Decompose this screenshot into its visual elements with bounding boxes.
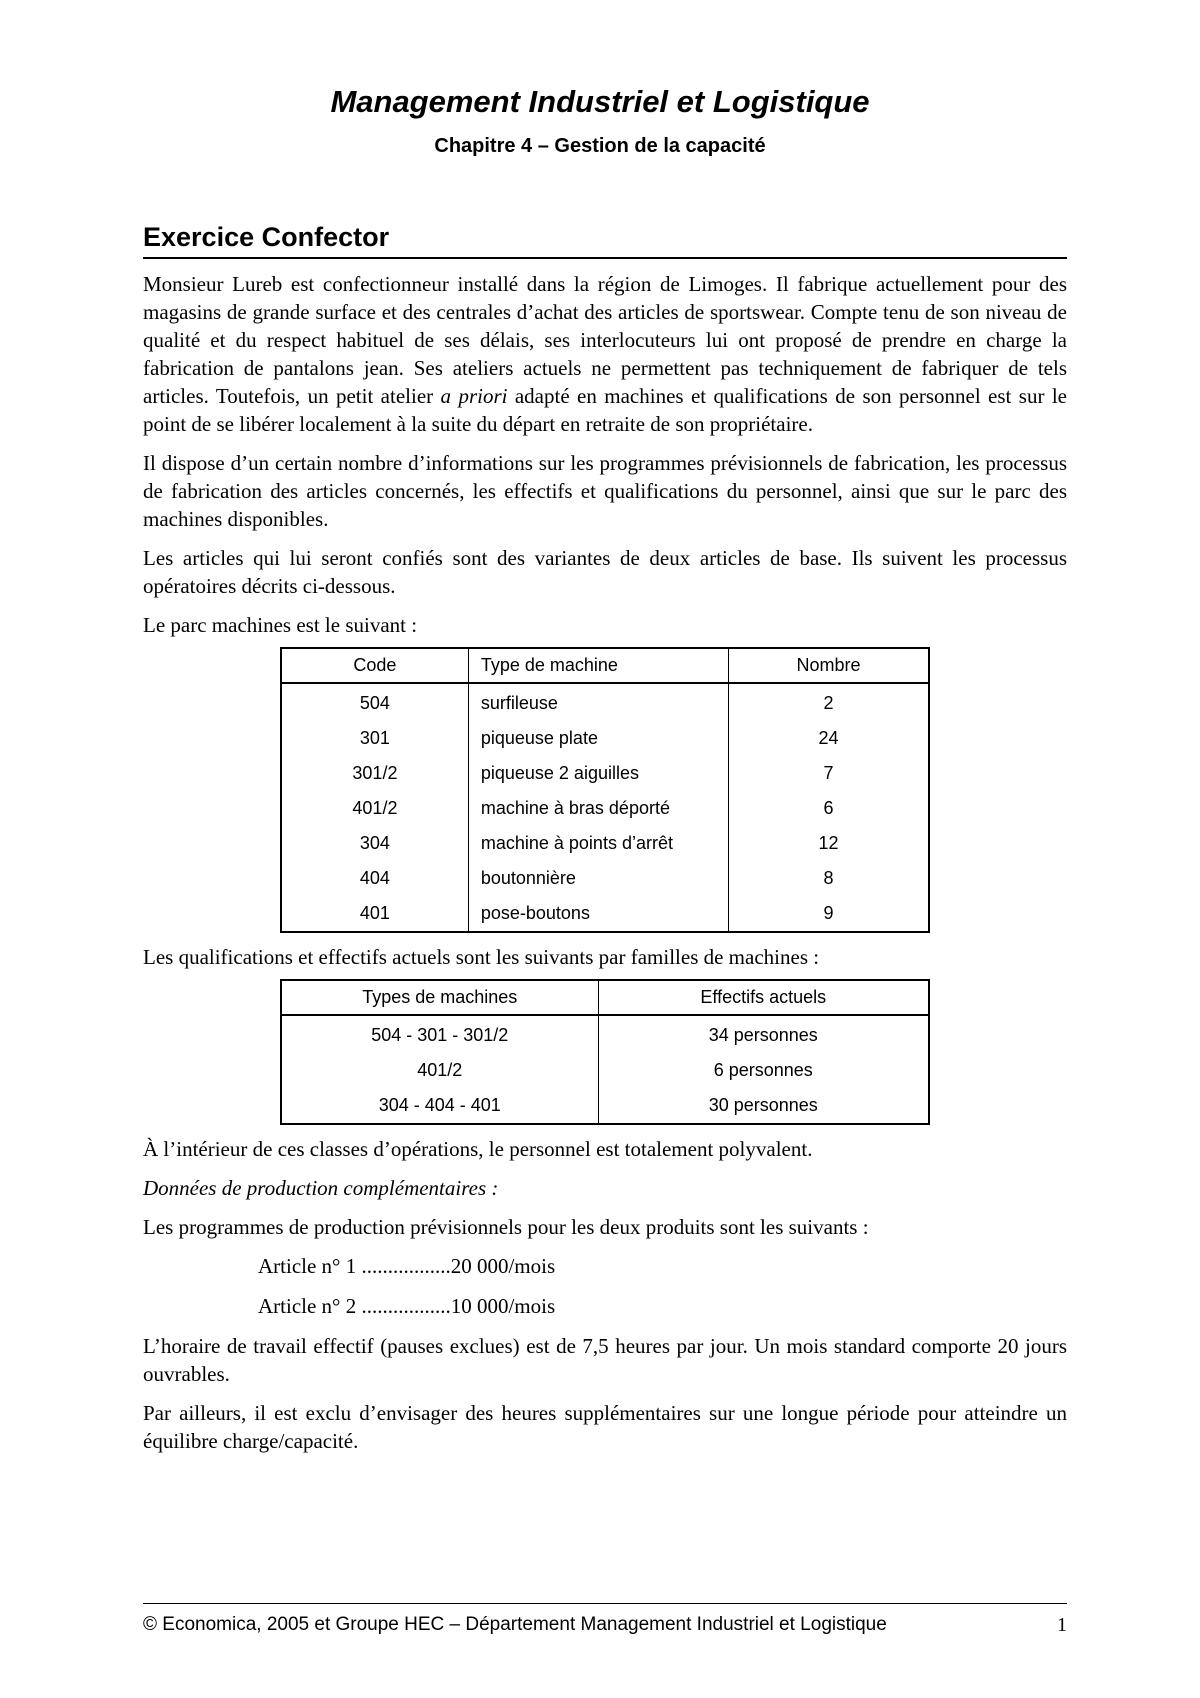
paragraph-intro: Monsieur Lureb est confectionneur installé dans la région de Limoges. Il fabrique actuellement pour des magasins de grande surface et des centrales d’achat des articles de sportswear. Compte tenu de son niveau de qualité et du respect habituel de ses délais, ses interlocuteurs lui ont proposé de prendre en charge la fabrication de pantalons jean. Ses ateliers actuels ne permettent pas techniquement de fabriquer de tels articles. Toutefois, un petit atelier a priori adapté en machines et qualifications de son personnel est sur le point de se libérer localement à la suite du départ en retraite de son propriétaire. (143, 272, 1067, 436)
paragraph-production-data-label: Données de production complémentaires : (143, 1176, 499, 1200)
cell-staff: 34 personnes (708, 1025, 818, 1045)
table-row (281, 683, 929, 721)
cell-type: piqueuse 2 aiguilles (468, 756, 728, 791)
cell-machine-types: 304 - 404 - 401 (281, 1088, 598, 1124)
table-row (281, 861, 929, 896)
table-row (281, 826, 929, 861)
table-row (281, 1053, 929, 1088)
paragraph-production-programs: Les programmes de production prévisionnels pour les deux produits sont les suivants : (143, 1215, 869, 1239)
cell-type: piqueuse plate (468, 721, 728, 756)
table-header-row (281, 980, 929, 1015)
machines-table (280, 647, 930, 933)
article-2-line: Article n° 2 .................10 000/mois (258, 1294, 556, 1318)
article-1-line: Article n° 1 .................20 000/mois (258, 1254, 556, 1278)
table-row (281, 896, 929, 932)
cell-type: machine à points d’arrêt (468, 826, 728, 861)
cell-code: 301 (281, 721, 468, 756)
cell-code: 401 (281, 896, 468, 932)
cell-machine-types: 504 - 301 - 301/2 (281, 1015, 598, 1053)
column-header-code: Code (281, 648, 468, 683)
paragraph-qualifications: Les qualifications et effectifs actuels sont les suivants par familles de machines : (143, 945, 820, 969)
cell-code: 504 (281, 683, 468, 721)
paragraph-articles: Les articles qui lui seront confiés sont des variantes de deux articles de base. Ils suivent les processus opératoires décrits ci-dessous. (143, 546, 1067, 598)
paragraph-information: Il dispose d’un certain nombre d’informations sur les programmes prévisionnels de fabrication, les processus de fabrication des articles concernés, les effectifs et qualifications du personnel, ainsi que sur le parc des machines disponibles. (143, 451, 1067, 531)
paragraph-machine-park: Le parc machines est le suivant : (143, 613, 418, 637)
table-row (281, 791, 929, 826)
column-header-machine-types: Types de machines (281, 980, 598, 1015)
cell-type: surfileuse (468, 683, 728, 721)
table-row (281, 721, 929, 756)
cell-count: 2 (823, 693, 834, 713)
cell-code: 401/2 (281, 791, 468, 826)
paragraph-overtime: Par ailleurs, il est exclu d’envisager des heures supplémentaires sur une longue période pour atteindre un équilibre charge/capacité. (143, 1401, 1067, 1453)
cell-staff: 30 personnes (708, 1095, 818, 1115)
cell-count: 6 (823, 798, 834, 818)
cell-type: machine à bras déporté (468, 791, 728, 826)
cell-machine-types: 401/2 (281, 1053, 598, 1088)
document-body (143, 270, 1067, 1466)
column-header-staff: Effectifs actuels (598, 980, 929, 1015)
cell-code: 304 (281, 826, 468, 861)
cell-staff: 6 personnes (713, 1060, 813, 1080)
footer-divider (143, 1603, 1067, 1604)
staff-table (280, 979, 930, 1125)
cell-type: pose-boutons (468, 896, 728, 932)
footer-copyright: © Economica, 2005 et Groupe HEC – Département Management Industriel et Logistique (143, 1614, 887, 1635)
page-number: 1 (1057, 1614, 1067, 1636)
cell-count: 12 (818, 833, 839, 853)
table-header-row (281, 648, 929, 683)
table-row (281, 1088, 929, 1124)
paragraph-polyvalence: À l’intérieur de ces classes d’opérations, le personnel est totalement polyvalent. (143, 1137, 813, 1161)
table-row (281, 1015, 929, 1053)
cell-count: 7 (823, 763, 834, 783)
column-header-type: Type de machine (468, 648, 728, 683)
cell-code: 301/2 (281, 756, 468, 791)
exercise-heading: Exercice Confector (143, 219, 1067, 259)
column-header-count: Nombre (729, 648, 929, 683)
document-title: Management Industriel et Logistique (330, 84, 870, 119)
cell-count: 8 (823, 868, 834, 888)
table-row (281, 756, 929, 791)
cell-count: 9 (823, 903, 834, 923)
cell-type: boutonnière (468, 861, 728, 896)
cell-code: 404 (281, 861, 468, 896)
paragraph-work-hours: L’horaire de travail effectif (pauses exclues) est de 7,5 heures par jour. Un mois standard comporte 20 jours ouvrables. (143, 1334, 1067, 1386)
chapter-subtitle: Chapitre 4 – Gestion de la capacité (434, 135, 766, 157)
italic-a-priori: a priori (440, 384, 508, 408)
cell-count: 24 (818, 728, 839, 748)
